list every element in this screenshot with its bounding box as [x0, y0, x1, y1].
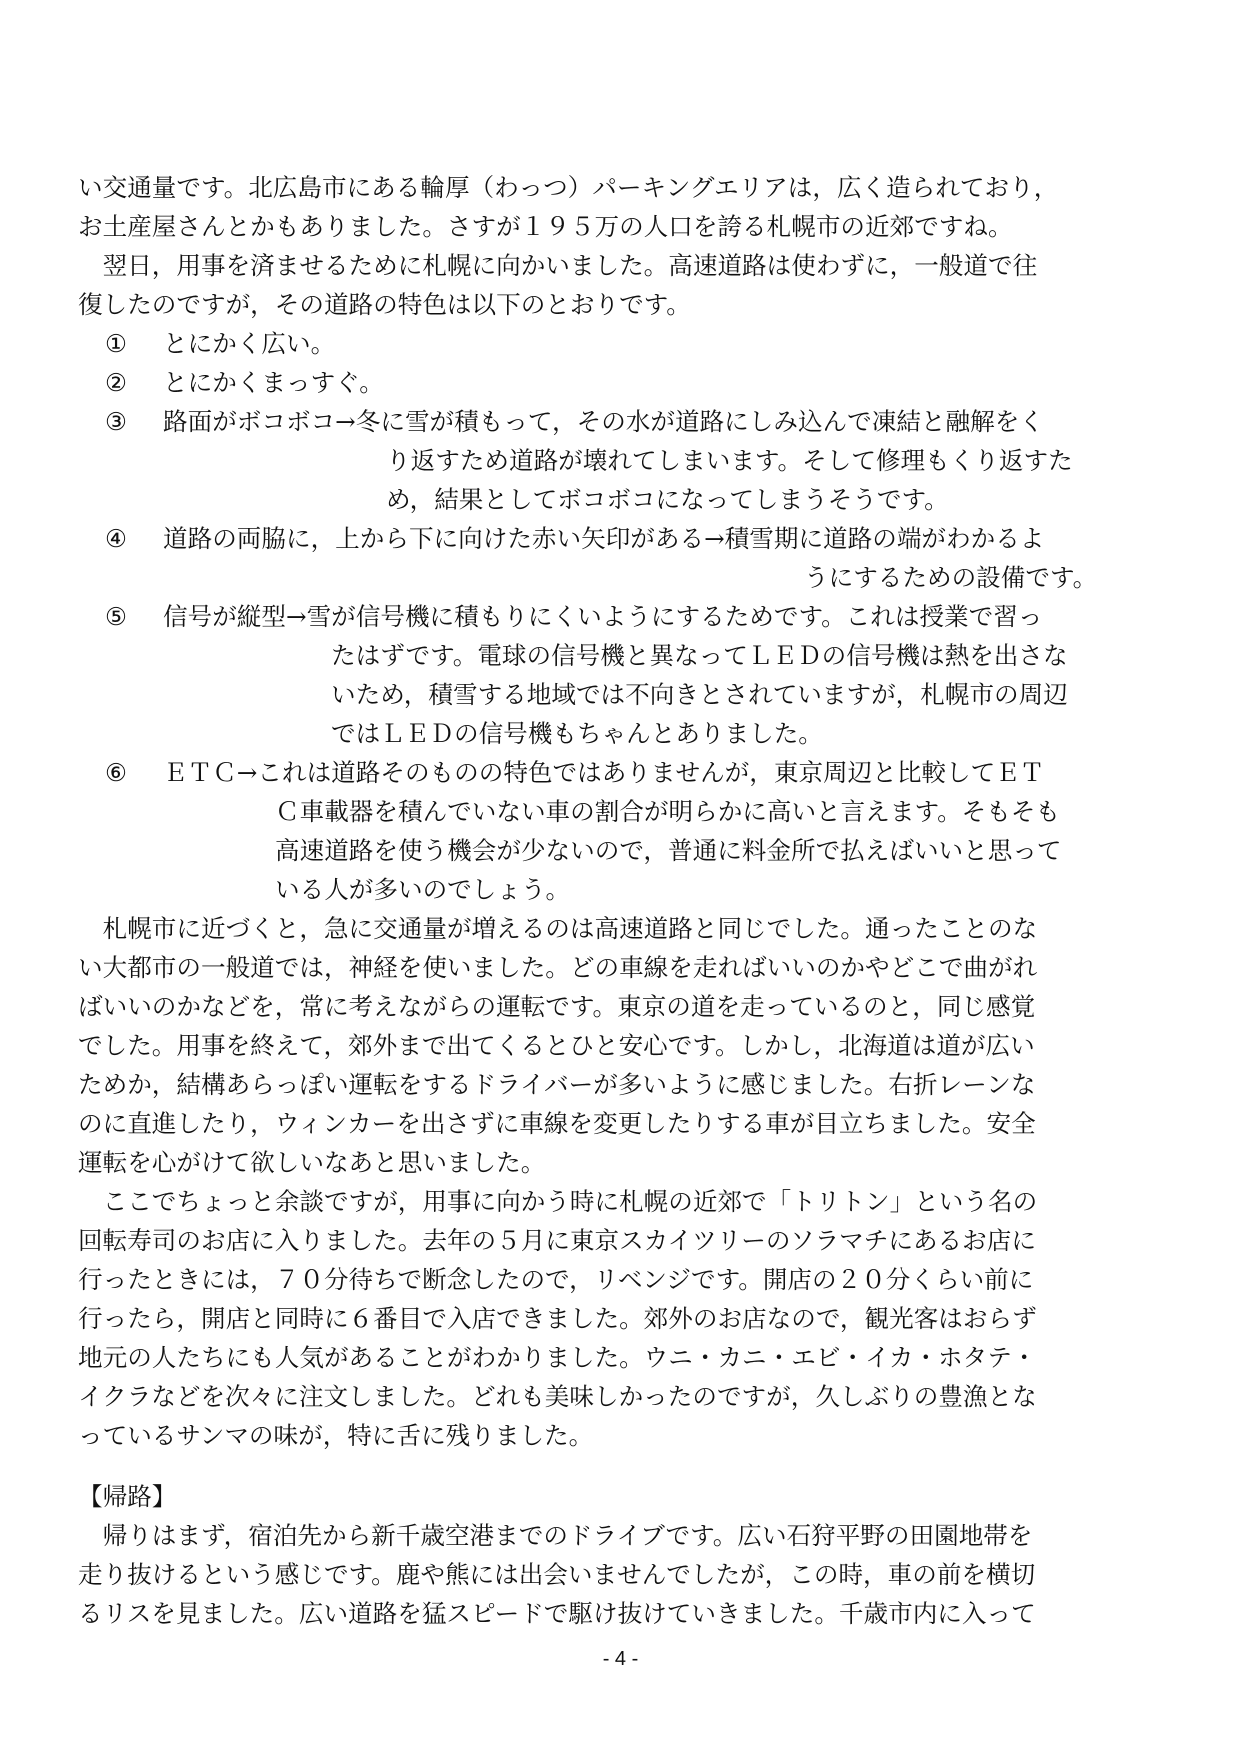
list-number: ④ [105, 524, 128, 553]
text-line: っているサンマの味が，特に舌に残りました。 [78, 1421, 594, 1450]
list-item: ＥＴＣ→これは道路そのものの特色ではありませんが，東京周辺と比較してＥＴ [163, 758, 1045, 787]
list-number: ① [105, 329, 128, 358]
text-line: 走り抜けるという感じです。鹿や熊には出会いませんでしたが，この時，車の前を横切 [78, 1560, 1036, 1589]
text-line: 復したのですが，その道路の特色は以下のとおりです。 [78, 290, 691, 319]
list-item: 路面がボコボコ→冬に雪が積もって，その水が道路にしみ込んで凍結と融解をく [163, 407, 1044, 436]
text-line: るリスを見ました。広い道路を猛スピードで駆け抜けていきました。千歳市内に入って [78, 1599, 1036, 1628]
list-item-continuation: ではＬＥＤの信号機もちゃんとありました。 [331, 719, 823, 748]
list-item-continuation: いる人が多いのでしょう。 [275, 875, 571, 904]
text-line: い大都市の一般道では，神経を使いました。どの車線を走ればいいのかやどこで曲がれ [78, 953, 1038, 982]
list-item: 道路の両脇に，上から下に向けた赤い矢印がある→積雪期に道路の端がわかるよ [163, 524, 1045, 553]
text-line: ばいいのかなどを，常に考えながらの運転です。東京の道を走っているのと，同じ感覚 [78, 992, 1036, 1021]
text-line: ここでちょっと余談ですが，用事に向かう時に札幌の近郊で「トリトン」という名の [78, 1187, 1038, 1216]
list-number: ② [105, 368, 128, 397]
text-line: 回転寿司のお店に入りました。去年の５月に東京スカイツリーのソラマチにあるお店に [78, 1226, 1036, 1255]
list-number: ⑥ [105, 758, 128, 787]
list-item: 信号が縦型→雪が信号機に積もりにくいようにするためです。これは授業で習っ [163, 602, 1043, 631]
text-line: イクラなどを次々に注文しました。どれも美味しかったのですが，久しぶりの豊漁とな [78, 1382, 1037, 1411]
text-line: お土産屋さんとかもありました。さすが１９５万の人口を誇る札幌市の近郊ですね。 [78, 212, 1013, 241]
list-item-continuation: り返すため道路が壊れてしまいます。そして修理もくり返すた [386, 446, 1073, 475]
text-line: 翌日，用事を済ませるために札幌に向かいました。高速道路は使わずに，一般道で往 [78, 251, 1038, 280]
text-line: 帰りはまず，宿泊先から新千歳空港までのドライブです。広い石狩平野の田園地帯を [78, 1521, 1033, 1550]
text-line: い交通量です。北広島市にある輪厚（わっつ）パーキングエリアは，広く造られており， [78, 173, 1059, 202]
section-heading: 【帰路】 [78, 1482, 177, 1511]
text-line: 行ったときには，７０分待ちで断念したので，リベンジです。開店の２０分くらい前に [78, 1265, 1034, 1294]
list-number: ③ [105, 407, 128, 436]
page-number: - 4 - [602, 1648, 639, 1670]
list-item: とにかくまっすぐ。 [163, 368, 384, 397]
text-line: ためか，結構あらっぽい運転をするドライバーが多いように感じました。右折レーンな [78, 1070, 1036, 1099]
text-line: でした。用事を終えて，郊外まで出てくるとひと安心です。しかし，北海道は道が広い [78, 1031, 1035, 1060]
list-item-continuation: うにするための設備です。 [804, 563, 1098, 592]
list-item-continuation: いため，積雪する地域では不向きとされていますが，札幌市の周辺 [331, 680, 1068, 709]
list-number: ⑤ [105, 602, 128, 631]
text-line: のに直進したり，ウィンカーを出さずに車線を変更したりする車が目立ちました。安全 [78, 1109, 1036, 1138]
list-item-continuation: 高速道路を使う機会が少ないので，普通に料金所で払えばいいと思って [275, 836, 1062, 865]
list-item-continuation: め，結果としてボコボコになってしまうそうです。 [386, 485, 949, 514]
list-item-continuation: たはずです。電球の信号機と異なってＬＥＤの信号機は熱を出さな [331, 641, 1068, 670]
text-line: 行ったら，開店と同時に６番目で入店できました。郊外のお店なので，観光客はおらず [78, 1304, 1037, 1333]
text-line: 運転を心がけて欲しいなあと思いました。 [78, 1148, 546, 1177]
text-line: 地元の人たちにも人気があることがわかりました。ウニ・カニ・エビ・イカ・ホタテ・ [78, 1343, 1037, 1372]
list-item: とにかく広い。 [163, 329, 336, 358]
text-line: 札幌市に近づくと，急に交通量が増えるのは高速道路と同じでした。通ったことのな [78, 914, 1038, 943]
list-item-continuation: Ｃ車載器を積んでいない車の割合が明らかに高いと言えます。そもそも [275, 797, 1061, 826]
